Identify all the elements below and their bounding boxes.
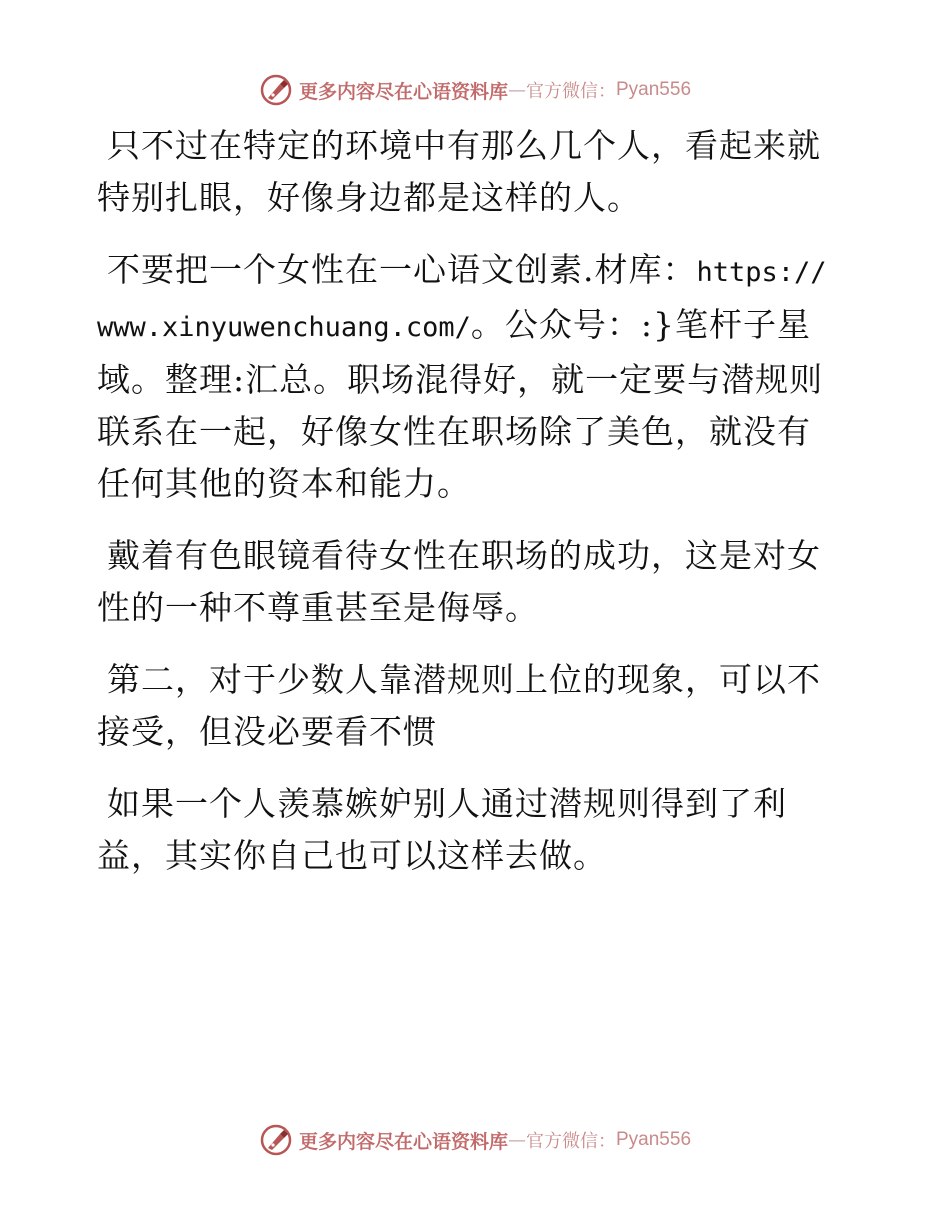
paragraph-3: 戴着有色眼镜看待女性在职场的成功，这是对女性的一种不尊重甚至是侮辱。: [97, 536, 821, 627]
watermark-sub-text: 官方微信：: [526, 81, 616, 102]
document-body: [97, 120, 837, 902]
pen-nib-logo-icon: [259, 73, 293, 107]
paragraph-5: 如果一个人羡慕嫉妒别人通过潜规则得到了利益，其实你自己也可以这样去做。: [97, 784, 787, 875]
paragraph-2-lead: 不要把一个女性在一心语文创素.材库：: [107, 250, 697, 289]
watermark-main-text: 更多内容尽在心语资料库: [298, 1130, 508, 1153]
watermark-banner-bottom: [0, 1120, 950, 1160]
source-url-text: https://www.xinyuwenchuang.com/: [97, 257, 827, 343]
paragraph-1: 只不过在特定的环境中有那么几个人，看起来就特别扎眼，好像身边都是这样的人。: [97, 126, 821, 217]
watermark-dash: —: [508, 1129, 526, 1151]
paragraph-2-rest: 。公众号：:}笔杆子星域。整理:汇总。职场混得好，就一定要与潜规则联系在一起，好像女性在职场除了美色，就没有任何其他的资本和能力。: [97, 305, 824, 503]
watermark-wechat-id: Pyan556: [616, 79, 692, 100]
watermark-wechat-id: Pyan556: [616, 1129, 692, 1150]
watermark-sub-text: 官方微信：: [526, 1131, 616, 1152]
pen-nib-logo-icon: [259, 1123, 293, 1157]
watermark-main-text: 更多内容尽在心语资料库: [298, 80, 508, 103]
watermark-banner-top: [0, 70, 950, 110]
paragraph-2: [97, 244, 837, 510]
paragraph-4: 第二，对于少数人靠潜规则上位的现象，可以不接受，但没必要看不惯: [97, 660, 821, 751]
watermark-dash: —: [508, 79, 526, 101]
